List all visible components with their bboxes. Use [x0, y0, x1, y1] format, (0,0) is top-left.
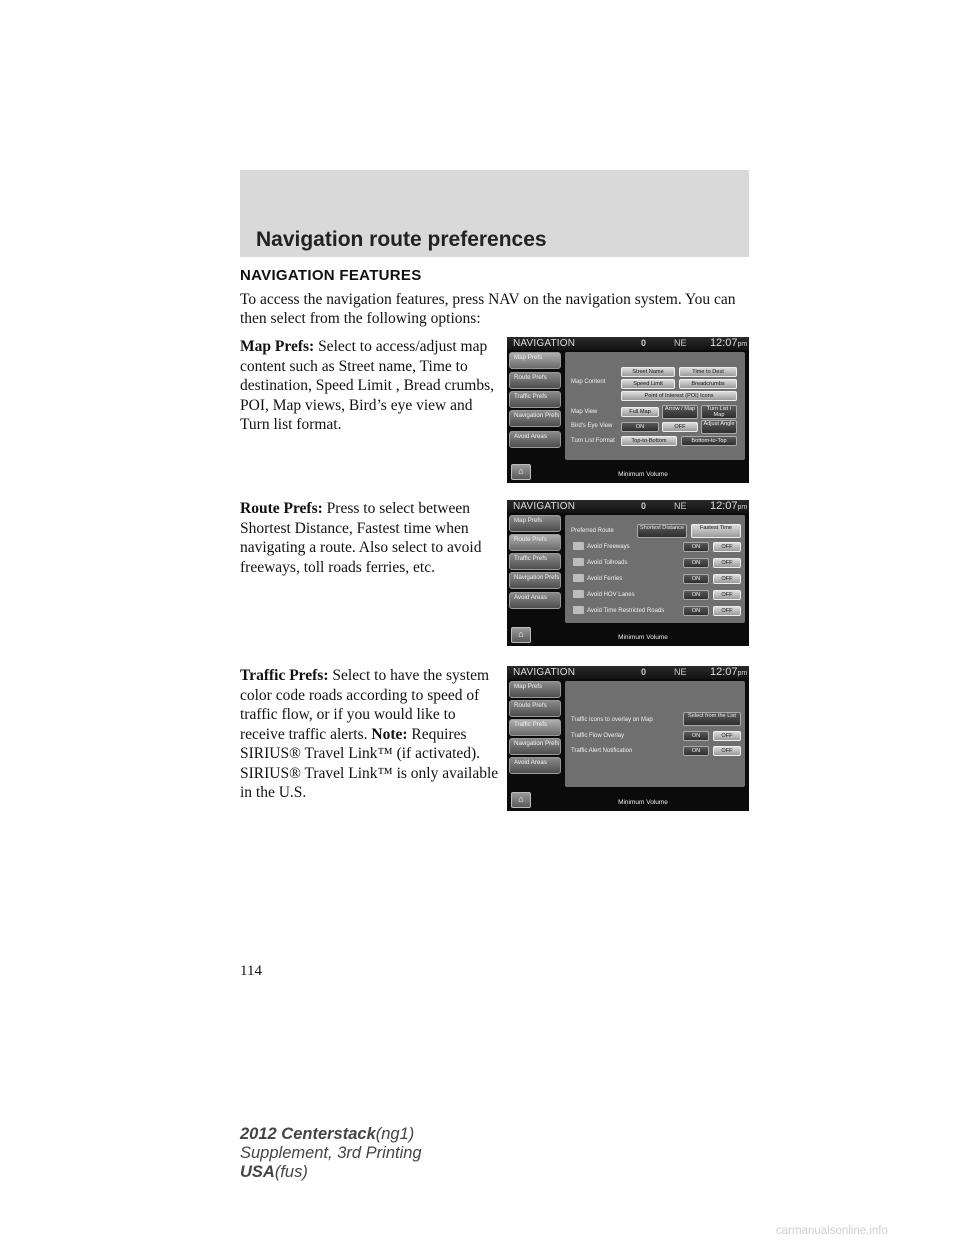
- tab-map-prefs[interactable]: Map Prefs: [509, 681, 561, 698]
- traffic-prefs-term: Traffic Prefs:: [240, 667, 329, 684]
- screen-zero: 0: [641, 501, 647, 511]
- time-restricted-icon: [573, 606, 584, 614]
- compass-direction: NE: [674, 338, 687, 348]
- tab-route-prefs[interactable]: Route Prefs: [509, 372, 561, 389]
- traffic-prefs-screen: [507, 666, 749, 811]
- footer: [240, 1125, 422, 1182]
- tab-route-prefs[interactable]: Route Prefs: [509, 700, 561, 717]
- route-prefs-text: Press to select between Shortest Distance, Fastest time when navigating a route. Also select to avoid freeways, toll roads ferries, etc.: [240, 500, 482, 576]
- footer-model-code: (ng1): [375, 1125, 415, 1143]
- home-icon[interactable]: ⌂: [511, 627, 531, 643]
- full-map-button[interactable]: Full Map: [621, 407, 659, 417]
- route-prefs-screen: [507, 500, 749, 646]
- poi-icons-button[interactable]: Point of Interest (POI) Icons: [621, 391, 737, 401]
- traffic-flow-on-button[interactable]: ON: [683, 731, 709, 741]
- avoid-ferries-on-button[interactable]: ON: [683, 574, 709, 584]
- tab-traffic-prefs[interactable]: Traffic Prefs: [509, 553, 561, 570]
- tab-route-prefs[interactable]: Route Prefs: [509, 534, 561, 551]
- avoid-tollroads-on-button[interactable]: ON: [683, 558, 709, 568]
- tab-navigation-prefs[interactable]: Navigation Prefs: [509, 572, 561, 589]
- avoid-tollroads-label: Avoid Tollroads: [587, 560, 628, 566]
- map-prefs-text: Select to access/adjust map content such as Street name, Time to destination, Speed Limit , Bread crumbs, POI, Map views, Bird’s eye view and Turn list format.: [240, 338, 494, 433]
- tab-traffic-prefs[interactable]: Traffic Prefs: [509, 719, 561, 736]
- tab-traffic-prefs[interactable]: Traffic Prefs: [509, 391, 561, 408]
- volume-label: Minimum Volume: [618, 471, 668, 478]
- avoid-hov-off-button[interactable]: OFF: [713, 590, 741, 600]
- clock-time: 12:07: [710, 666, 738, 678]
- screen-zero: 0: [641, 338, 647, 348]
- volume-label: Minimum Volume: [618, 634, 668, 641]
- avoid-ferries-label: Avoid Ferries: [587, 576, 623, 582]
- home-icon[interactable]: ⌂: [511, 464, 531, 480]
- page-title: Navigation route preferences: [256, 228, 547, 251]
- select-from-list-button[interactable]: Select from the List: [683, 712, 741, 726]
- traffic-alert-label: Traffic Alert Notification: [571, 748, 633, 754]
- clock: [710, 337, 747, 349]
- tab-avoid-areas[interactable]: Avoid Areas: [509, 592, 561, 609]
- screen-title: NAVIGATION: [513, 667, 576, 678]
- fastest-time-button[interactable]: Fastest Time: [691, 524, 741, 538]
- turn-list-format-label: Turn List Format: [571, 438, 615, 444]
- footer-model: 2012 Centerstack: [240, 1125, 376, 1143]
- tab-avoid-areas[interactable]: Avoid Areas: [509, 431, 561, 448]
- avoid-ferries-off-button[interactable]: OFF: [713, 574, 741, 584]
- watermark: carmanualsonline.info: [776, 1225, 888, 1237]
- avoid-freeways-label: Avoid Freeways: [587, 544, 630, 550]
- bottom-to-top-button[interactable]: Bottom-to-Top: [681, 436, 737, 446]
- avoid-time-restricted-on-button[interactable]: ON: [683, 606, 709, 616]
- traffic-prefs-panel: [565, 681, 745, 787]
- turn-list-map-button[interactable]: Turn List / Map: [701, 405, 737, 419]
- footer-region: USA: [240, 1163, 275, 1181]
- tollroad-icon: [573, 558, 584, 566]
- avoid-hov-lanes-label: Avoid HOV Lanes: [587, 592, 635, 598]
- intro-paragraph: To access the navigation features, press NAV on the navigation system. You can then select from the following options:: [240, 291, 736, 327]
- clock-time: 12:07: [710, 500, 738, 512]
- route-prefs-term: Route Prefs:: [240, 500, 323, 517]
- clock: [710, 500, 747, 512]
- clock-ampm: pm: [737, 341, 748, 348]
- avoid-time-restricted-off-button[interactable]: OFF: [713, 606, 741, 616]
- screen-zero: 0: [641, 667, 647, 677]
- home-icon[interactable]: ⌂: [511, 792, 531, 808]
- hov-lane-icon: [573, 590, 584, 598]
- traffic-flow-label: Traffic Flow Overlay: [571, 733, 625, 739]
- footer-line-1: [240, 1125, 422, 1144]
- traffic-prefs-paragraph: [240, 666, 500, 803]
- screen-title: NAVIGATION: [513, 501, 576, 512]
- footer-line-2: Supplement, 3rd Printing: [240, 1144, 422, 1162]
- traffic-prefs-text: Select to have the system color code roads according to speed of traffic flow, or if you would like to receive traffic alerts.: [240, 667, 490, 743]
- birds-eye-label: Bird's Eye View: [571, 423, 613, 429]
- freeway-icon: [573, 542, 584, 550]
- speed-limit-button[interactable]: Speed Limit: [621, 379, 675, 389]
- breadcrumbs-button[interactable]: Breadcrumbs: [679, 379, 737, 389]
- traffic-flow-off-button[interactable]: OFF: [713, 731, 741, 741]
- footer-line-3: [240, 1163, 422, 1182]
- section-heading: NAVIGATION FEATURES: [240, 267, 422, 284]
- tab-avoid-areas[interactable]: Avoid Areas: [509, 757, 561, 774]
- tab-navigation-prefs[interactable]: Navigation Prefs: [509, 738, 561, 755]
- traffic-alert-off-button[interactable]: OFF: [713, 746, 741, 756]
- adjust-angle-button[interactable]: Adjust Angle: [701, 420, 737, 434]
- volume-label: Minimum Volume: [618, 799, 668, 806]
- arrow-map-button[interactable]: Arrow / Map: [662, 405, 698, 419]
- screen-title: NAVIGATION: [513, 338, 576, 349]
- shortest-distance-button[interactable]: Shortest Distance: [637, 524, 687, 538]
- avoid-hov-on-button[interactable]: ON: [683, 590, 709, 600]
- tab-map-prefs[interactable]: Map Prefs: [509, 515, 561, 532]
- clock-time: 12:07: [710, 337, 738, 349]
- tab-navigation-prefs[interactable]: Navigation Prefs: [509, 410, 561, 427]
- ferry-icon: [573, 574, 584, 582]
- traffic-note-text: Requires SIRIUS® Travel Link™ (if activated). SIRIUS® Travel Link™ is only available in the U.S.: [240, 725, 499, 801]
- map-prefs-term: Map Prefs:: [240, 338, 315, 355]
- map-view-label: Map View: [571, 409, 598, 415]
- compass-direction: NE: [674, 501, 687, 511]
- map-prefs-screen: [507, 337, 749, 483]
- birds-eye-off-button[interactable]: OFF: [662, 422, 698, 432]
- tab-map-prefs[interactable]: Map Prefs: [509, 352, 561, 369]
- route-prefs-panel: [565, 515, 745, 623]
- avoid-time-restricted-label: Avoid Time Restricted Roads: [587, 608, 665, 614]
- page-number: 114: [240, 963, 262, 979]
- clock: [710, 666, 747, 678]
- traffic-alert-on-button[interactable]: ON: [683, 746, 709, 756]
- route-prefs-paragraph: [240, 499, 500, 577]
- clock-ampm: pm: [737, 504, 748, 511]
- footer-region-code: (fus): [274, 1163, 308, 1181]
- map-prefs-paragraph: [240, 337, 500, 435]
- avoid-tollroads-off-button[interactable]: OFF: [713, 558, 741, 568]
- avoid-freeways-on-button[interactable]: ON: [683, 542, 709, 552]
- map-content-label: Map Content: [571, 379, 606, 385]
- traffic-note-term: Note:: [371, 725, 408, 743]
- street-name-button[interactable]: Street Name: [621, 367, 675, 377]
- birds-eye-on-button[interactable]: ON: [621, 422, 659, 432]
- avoid-freeways-off-button[interactable]: OFF: [713, 542, 741, 552]
- traffic-icons-label: Traffic Icons to overlay on Map: [571, 717, 653, 723]
- compass-direction: NE: [674, 667, 687, 677]
- clock-ampm: pm: [737, 670, 748, 677]
- map-prefs-panel: [565, 352, 745, 460]
- time-to-dest-button[interactable]: Time to Dest: [679, 367, 737, 377]
- preferred-route-label: Preferred Route: [571, 528, 614, 534]
- top-to-bottom-button[interactable]: Top-to-Bottom: [621, 436, 677, 446]
